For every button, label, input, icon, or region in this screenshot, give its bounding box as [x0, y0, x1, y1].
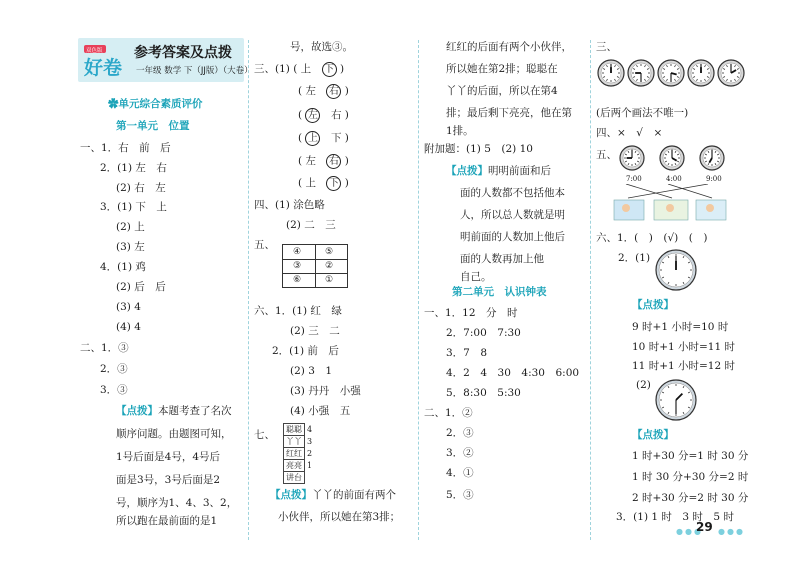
- answer-line: 3．(1) 1 时 3 时 5 时: [616, 511, 734, 523]
- answer-line: 一、1．右 前 后: [80, 142, 171, 154]
- answer-line: 二、1．③: [80, 342, 129, 354]
- answer-line: (2) 3 1: [290, 365, 333, 377]
- tip-label: 【点拨】: [116, 405, 158, 417]
- tip-text: 面的人数再加上他: [460, 253, 544, 265]
- tip-text: 自己。: [460, 271, 492, 283]
- answer-line: 丫丫的后面，所以在第4: [446, 85, 558, 97]
- tip-text: 11 时+1 小时=12 时: [632, 360, 736, 372]
- row-number: 4: [307, 425, 313, 434]
- tip-text: 10 时+1 小时=11 时: [632, 341, 736, 353]
- s3-row: ( 左 右 ): [298, 85, 349, 97]
- clock-icon: [626, 58, 656, 88]
- clock-face: [698, 144, 726, 175]
- answer-line: 1排。: [446, 125, 474, 137]
- circled-option: 右: [326, 84, 341, 99]
- shelf-label: ⑥: [293, 275, 302, 285]
- answer-line: 六、1．( ) (√) ( ): [596, 232, 708, 244]
- clock-icon: [658, 144, 686, 172]
- option: 下: [330, 132, 342, 144]
- clock-face: [656, 58, 686, 91]
- section-title-text: 单元综合素质评价: [118, 98, 203, 110]
- answer-line: 红红的后面有两个小伙伴，: [446, 41, 572, 53]
- answer-line: 2．(1): [618, 252, 651, 264]
- tip-line: [270, 488, 396, 502]
- tip-text: 1 时+30 分=1 时 30 分: [632, 450, 749, 462]
- tip-label: 【点拨】: [632, 299, 674, 311]
- shelf-label: ③: [293, 261, 302, 271]
- tip-text: 所以跑在最前面的是1: [116, 515, 218, 527]
- page-title: 参考答案及点拨: [134, 45, 232, 61]
- option: 上: [305, 177, 316, 189]
- answer-line: 七、: [254, 429, 275, 441]
- shelf-label: ④: [293, 247, 302, 257]
- table-cell: 丫丫: [284, 436, 305, 448]
- clock-icon: [618, 144, 646, 172]
- extra-question: 附加题：(1) 5 (2) 10: [424, 143, 533, 155]
- shelf-label: ⑤: [325, 247, 334, 257]
- option: 左: [305, 155, 316, 167]
- answer-line: (2) 右 左: [116, 182, 166, 194]
- answer-line: 四、(1) 涂色略: [254, 199, 325, 211]
- tip-label: 【点拨】: [632, 429, 674, 441]
- row-number: 1: [307, 461, 313, 470]
- answer-line: (2) 三 二: [290, 325, 340, 337]
- s3-row: ( 上 下 ): [298, 132, 349, 144]
- answer-line: 2．7:00 7:30: [446, 327, 521, 339]
- option: 上: [300, 63, 312, 75]
- clock-large: [654, 248, 698, 295]
- clock-icon: [596, 58, 626, 88]
- tip-line: [446, 164, 551, 178]
- page-subtitle: 一年级 数学 下（JJ版）（大卷）: [136, 66, 253, 76]
- seating-table: [283, 423, 315, 484]
- clock-face: [626, 58, 656, 91]
- time-label: 9:00: [706, 175, 722, 183]
- answer-line: 3．7 8: [446, 347, 488, 359]
- answer-line: (3) 丹丹 小强: [290, 385, 361, 397]
- tip-text: 丫丫的前面有两个: [312, 489, 396, 501]
- circled-option: 下: [326, 176, 341, 191]
- answer-line: 排；最后剩下亮亮，他在第: [446, 107, 572, 119]
- circled-option: 右: [326, 154, 341, 169]
- clock-icon: [656, 58, 686, 88]
- answer-line: 2．③: [446, 427, 474, 439]
- clock-row: [596, 58, 746, 102]
- tip-text: 2 时+30 分=2 时 30 分: [632, 492, 749, 504]
- bookshelf-figure: [282, 244, 348, 288]
- star-icon: ✿: [108, 98, 119, 110]
- answer-line: 四、× √ ×: [596, 127, 663, 139]
- logo-tag: 双色版: [86, 48, 103, 54]
- circled-option: 下: [322, 62, 337, 77]
- logo-icon: [82, 44, 132, 78]
- tip-text: 面是3号，3号后面是2: [116, 474, 221, 486]
- s3-row: ( 上 下 ): [298, 177, 349, 189]
- option: 左: [305, 85, 316, 97]
- answer-line: (2): [636, 379, 651, 391]
- answer-line: 3．②: [446, 447, 474, 459]
- tip-text: 小伙伴，所以她在第3排；: [278, 511, 401, 523]
- s3-row: 三、(1) ( 上 下 ): [254, 63, 345, 75]
- answer-line: 一、1．12 分 时: [424, 307, 518, 319]
- tip-text: 1号后面是4号，4号后: [116, 451, 221, 463]
- clock-icon: [716, 58, 746, 88]
- clock-face: [686, 58, 716, 91]
- answer-line: 2．(1) 前 后: [272, 345, 339, 357]
- column-divider: [248, 40, 249, 540]
- tip-line: [116, 404, 232, 418]
- matching-scene: [612, 184, 728, 222]
- tip-text: 本题考查了名次: [158, 405, 232, 417]
- answer-line: (2) 二 三: [286, 219, 336, 231]
- unit-title: 第二单元 认识钟表: [452, 286, 547, 298]
- answer-line: (2) 后 后: [116, 281, 166, 293]
- page-dots: ●●●: [676, 527, 703, 536]
- answer-line: 4．①: [446, 467, 474, 479]
- answer-line: (3) 左: [116, 241, 145, 253]
- circled-option: 上: [305, 131, 320, 146]
- answer-line: 5．③: [446, 489, 474, 501]
- unit-title: 第一单元 位置: [116, 120, 190, 132]
- tip-label: 【点拨】: [270, 489, 312, 501]
- clock-face: [618, 144, 646, 175]
- tip-text: 面的人数都不包括他本: [460, 187, 565, 199]
- column-divider: [590, 40, 591, 540]
- tip-text: 号，顺序为1、4、3、2，: [116, 497, 238, 509]
- answer-line: 号，故选③。: [290, 41, 353, 53]
- clock-icon: [654, 378, 698, 422]
- page-number: 29: [696, 520, 713, 534]
- answer-line: 三、: [596, 41, 617, 53]
- row-number: 3: [307, 437, 313, 446]
- answer-line: 六、1．(1) 红 绿: [254, 305, 342, 317]
- tip-text: 顺序问题。由题图可知，: [116, 428, 232, 440]
- tip-text: 9 时+1 小时=10 时: [632, 321, 729, 333]
- table-cell: 聪聪: [284, 424, 305, 436]
- answer-line: 二、1．②: [424, 407, 473, 419]
- tip-text: 明明前面和后: [488, 165, 551, 177]
- shelf-label: ①: [325, 275, 334, 285]
- page-dots: ●●●: [718, 527, 745, 536]
- answer-line: 4．(1) 鸡: [100, 261, 146, 273]
- clock-icon: [698, 144, 726, 172]
- clock-face: [716, 58, 746, 91]
- answer-line: 五、: [596, 149, 617, 161]
- circled-option: 左: [305, 108, 320, 123]
- answer-line: 4．2 4 30 4:30 6:00: [446, 367, 580, 379]
- option: 右: [330, 109, 342, 121]
- s3-row: ( 左 右 ): [298, 109, 349, 121]
- tip-text: 1 时 30 分+30 分=2 时: [632, 471, 749, 483]
- time-label: 7:00: [626, 175, 642, 183]
- answer-line: (2) 上: [116, 221, 145, 233]
- answer-line: 3．③: [100, 384, 128, 396]
- clock-icon: [654, 248, 698, 292]
- tip-text: 明前面的人数加上他后: [460, 231, 565, 243]
- answer-line: 3．(1) 下 上: [100, 201, 167, 213]
- s3-row: ( 左 右 ): [298, 155, 349, 167]
- note: (后两个画法不唯一): [596, 107, 689, 119]
- answer-line: (4) 小强 五: [290, 405, 351, 417]
- answer-line: 2．(1) 左 右: [100, 162, 167, 174]
- answer-line: 所以她在第2排；聪聪在: [446, 63, 558, 75]
- answer-line: 五、: [254, 239, 275, 251]
- table-cell: 讲台: [284, 472, 305, 484]
- shelf-label: ②: [325, 261, 334, 271]
- column-divider: [418, 40, 419, 540]
- answer-line: (4) 4: [116, 321, 141, 333]
- row-number: 2: [307, 449, 313, 458]
- answer-line: (3) 4: [116, 301, 141, 313]
- answer-line: 5．8:30 5:30: [446, 387, 521, 399]
- tip-text: 人，所以总人数就是明: [460, 209, 565, 221]
- clock-large: [654, 378, 698, 425]
- section-title: [108, 97, 203, 111]
- table-cell: 亮亮: [284, 460, 305, 472]
- clock-face: [658, 144, 686, 175]
- clock-face: [596, 58, 626, 91]
- s3-prefix: 三、(1) (: [254, 63, 298, 75]
- answer-line: 2．③: [100, 363, 128, 375]
- logo-text: 好卷: [84, 57, 123, 78]
- clock-icon: [686, 58, 716, 88]
- tip-label: 【点拨】: [446, 165, 488, 177]
- time-label: 4:00: [666, 175, 682, 183]
- table-cell: 红红: [284, 448, 305, 460]
